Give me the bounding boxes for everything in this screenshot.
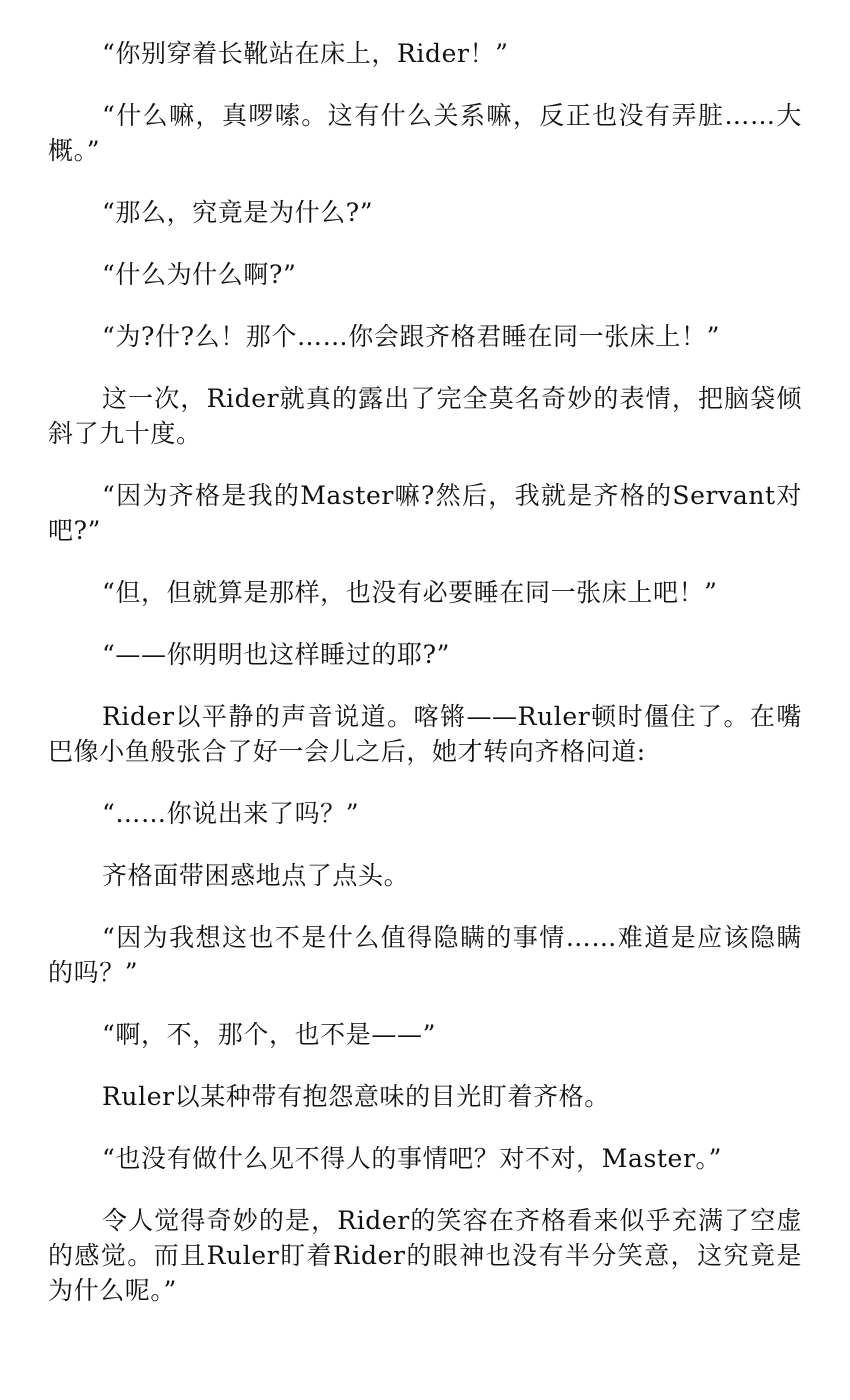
- paragraph-4: “什么为什么啊?”: [102, 260, 297, 289]
- paragraph-1: “你别穿着长靴站在床上，Rider！”: [102, 39, 509, 68]
- paragraph-15: Ruler以某种带有抱怨意味的目光盯着齐格。: [102, 1082, 610, 1111]
- paragraph-10: Rider以平静的声音说道。喀锵——Ruler顿时僵住了。在嘴巴像小鱼般张合了好一会儿之后，她才转向齐格问道:: [48, 702, 802, 766]
- paragraph-14: “啊，不，那个，也不是——”: [102, 1020, 436, 1049]
- paragraph-13: “因为我想这也不是什么值得隐瞒的事情……难道是应该隐瞒的吗？”: [48, 923, 802, 987]
- paragraph-16: “也没有做什么见不得人的事情吧？对不对，Master。”: [102, 1144, 722, 1173]
- document-page: [48, 36, 802, 1335]
- paragraph-11: “……你说出来了吗？”: [102, 799, 360, 828]
- paragraph-2: “什么嘛，真啰嗦。这有什么关系嘛，反正也没有弄脏……大概。”: [48, 101, 802, 165]
- paragraph-5: “为?什?么！那个……你会跟齐格君睡在同一张床上！”: [102, 322, 720, 351]
- paragraph-17: 令人觉得奇妙的是，Rider的笑容在齐格看来似乎充满了空虚的感觉。而且Ruler盯着Rider的眼神也没有半分笑意，这究竟是为什么呢。”: [48, 1206, 802, 1305]
- paragraph-8: “但，但就算是那样，也没有必要睡在同一张床上吧！”: [102, 578, 718, 607]
- paragraph-12: 齐格面带困惑地点了点头。: [102, 861, 410, 890]
- paragraph-6: 这一次，Rider就真的露出了完全莫名奇妙的表情，把脑袋倾斜了九十度。: [48, 384, 802, 448]
- paragraph-9: “——你明明也这样睡过的耶?”: [102, 640, 450, 669]
- paragraph-3: “那么，究竟是为什么?”: [102, 198, 374, 227]
- paragraph-7: “因为齐格是我的Master嘛?然后，我就是齐格的Servant对吧?”: [48, 481, 802, 545]
